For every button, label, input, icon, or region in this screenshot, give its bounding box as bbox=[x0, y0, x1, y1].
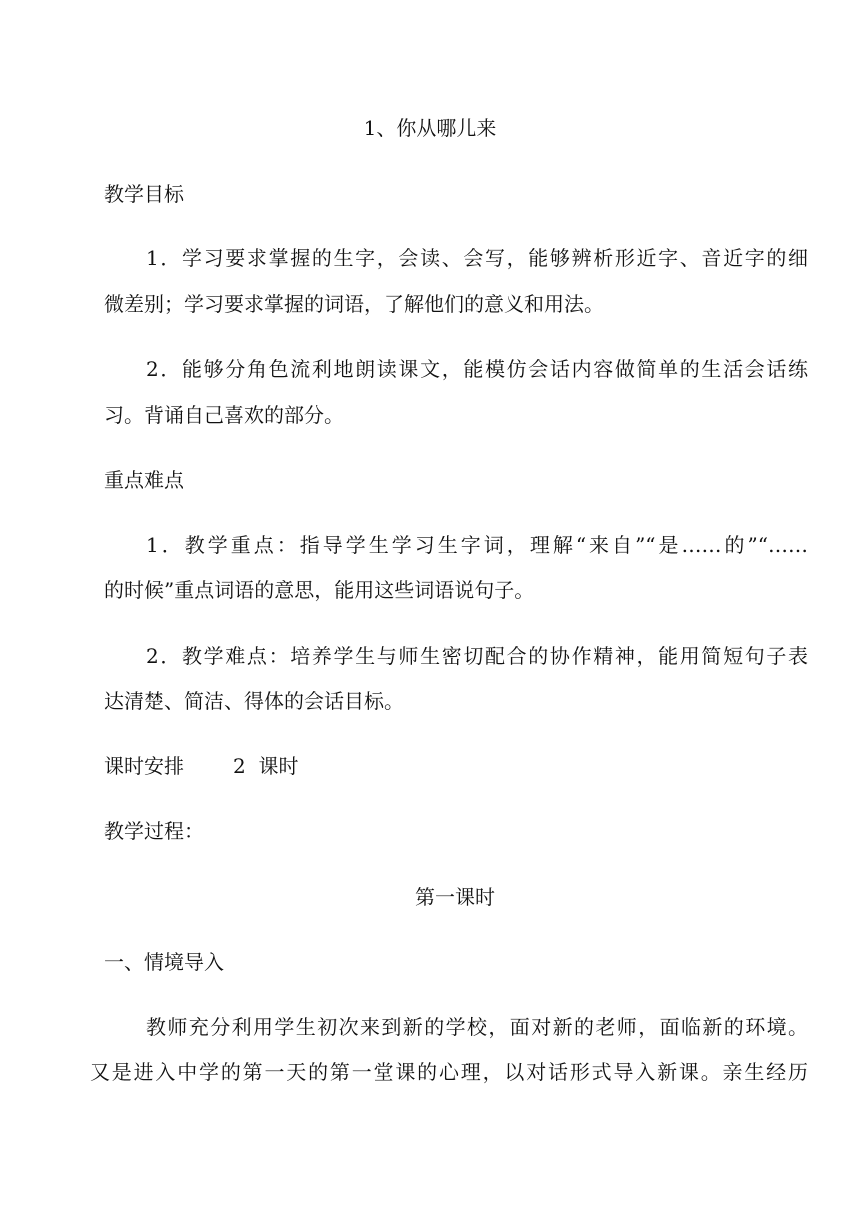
schedule-label: 课时安排 bbox=[104, 754, 184, 778]
goal1-line2: 微差别；学习要求掌握的词语，了解他们的意义和用法。 bbox=[104, 292, 604, 316]
part1-line2: 又是进入中学的第一天的第一堂课的心理，以对话形式导入新课。亲生经历 bbox=[90, 1060, 808, 1084]
lesson-title: 1、你从哪儿来 bbox=[363, 116, 497, 140]
key-heading: 重点难点 bbox=[104, 468, 184, 492]
key2-line2: 达清楚、简洁、得体的会话目标。 bbox=[104, 689, 404, 713]
part1-heading: 一、情境导入 bbox=[104, 950, 224, 974]
goal2-line2: 习。背诵自己喜欢的部分。 bbox=[104, 403, 344, 427]
part1-line1: 教师充分利用学生初次来到新的学校，面对新的老师，面临新的环境。 bbox=[146, 1015, 808, 1039]
goal1-line1: 1．学习要求掌握的生字，会读、会写，能够辨析形近字、音近字的细 bbox=[146, 246, 808, 270]
goal2-line1: 2．能够分角色流利地朗读课文，能模仿会话内容做简单的生活会话练 bbox=[146, 357, 808, 381]
process-heading: 教学过程： bbox=[104, 819, 204, 843]
lesson-heading: 第一课时 bbox=[415, 885, 495, 909]
schedule-value: 2 课时 bbox=[233, 754, 299, 778]
goals-heading: 教学目标 bbox=[104, 182, 184, 206]
key2-line1: 2．教学难点：培养学生与师生密切配合的协作精神，能用简短句子表 bbox=[146, 644, 808, 668]
key1-line2: 的时候”重点词语的意思，能用这些词语说句子。 bbox=[104, 578, 535, 602]
key1-line1: 1．教学重点：指导学生学习生字词，理解“来自”“是……的”“…… bbox=[146, 533, 808, 557]
